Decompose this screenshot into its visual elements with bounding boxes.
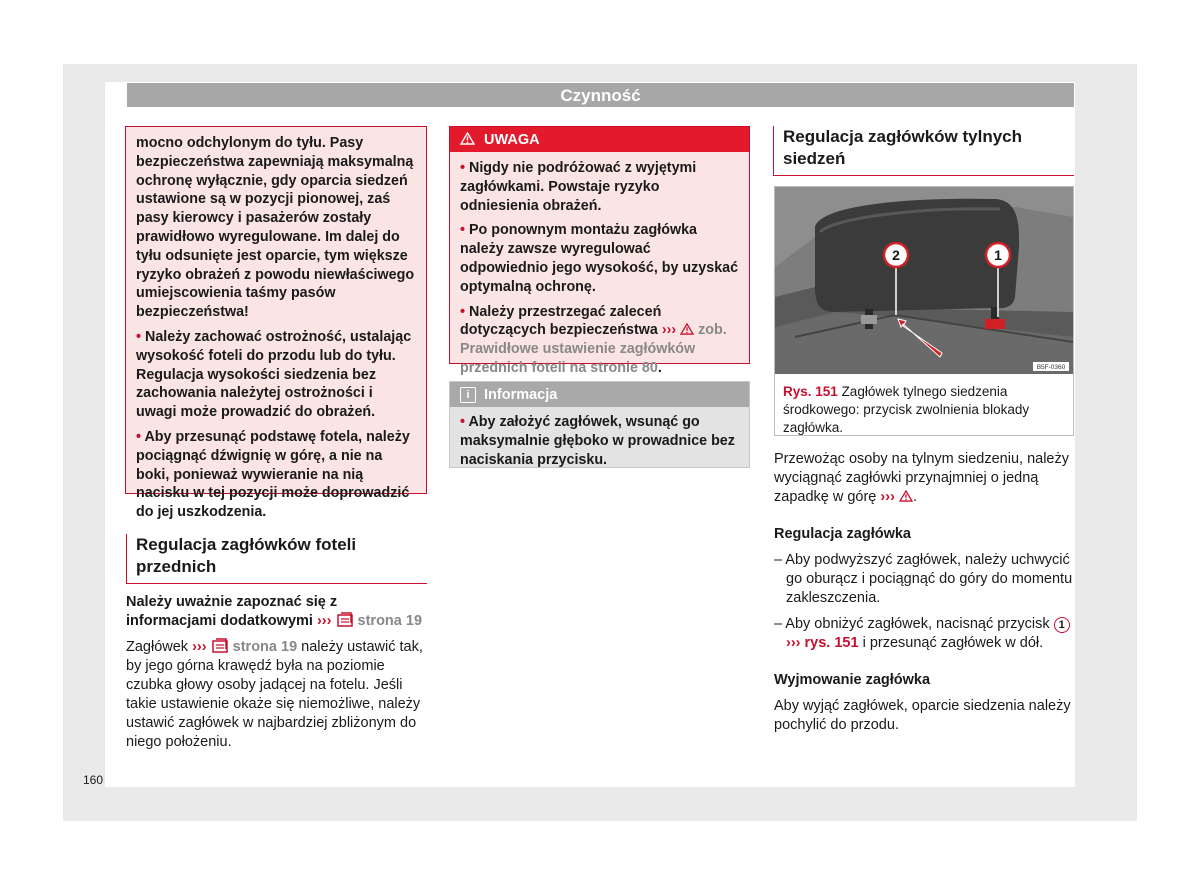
warning-header: UWAGA: [450, 127, 749, 152]
bullet-icon: •: [460, 414, 466, 430]
info-header: i Informacja: [450, 382, 749, 407]
body-paragraph: Zagłówek ››› strona 19 należy ustawić tak, by jego górna krawędź była na poziomie czubka głowy osoby jadącej na fotelu. Jeśli takie ustawienie okaże się niemożliwe, należy ustawić zagłówek w najbardziej zbliżonym do niego położeniu.: [126, 639, 423, 750]
headrest-illustration: [775, 187, 1073, 374]
info-icon: i: [460, 387, 476, 403]
warning-triangle-icon: [899, 490, 913, 502]
page-link[interactable]: zob. Prawidłowe ustawienie zagłówków przednich foteli na stronie 80: [460, 322, 727, 376]
step-raise: – Aby podwyższyć zagłówek, należy uchwycić go oburącz i pociągnąć do góry do momentu zakleszczenia.: [774, 552, 1073, 606]
bullet-icon: •: [136, 328, 142, 345]
bullet-icon: •: [460, 222, 466, 239]
warning-bullet: • Po ponownym montażu zagłówka należy zawsze wyregulować odpowiednio jego wysokość, by uzyskać optymalną ochronę.: [460, 222, 739, 295]
section-title-rear: Regulacja zagłówków tylnych siedzeń: [773, 126, 1074, 176]
warning-box-continued: [125, 126, 427, 521]
info-text: Aby założyć zagłówek, wsunąć go maksymalnie głęboko w prowadnice bez naciskania przycisku.: [460, 414, 735, 468]
page-number: 160: [83, 773, 104, 787]
warning-bullet: • Należy zachować ostrożność, ustalając wysokość foteli do przodu lub do tyłu. Regulacja wysokości siedzenia bez zachowania należytej ostrożności i uwagi może prowadzić do obrażeń.: [136, 328, 412, 421]
removal-paragraph: Aby wyjąć zagłówek, oparcie siedzenia należy pochylić do przodu.: [774, 698, 1071, 733]
bullet-icon: •: [460, 303, 466, 320]
figure-caption: Rys. 151 Zagłówek tylnego siedzenia środkowego: przycisk zwolnienia blokady zagłówka.: [783, 384, 1030, 435]
page-header: Czynność: [127, 83, 1074, 107]
page-link[interactable]: strona 19: [357, 613, 423, 629]
bullet-icon: •: [136, 428, 142, 445]
warning-bullet: • Należy przestrzegać zaleceń dotyczących bezpieczeństwa ››› zob. Prawidłowe ustawienie zagłówków przednich foteli na stronie 80.: [460, 303, 727, 376]
book-icon: [211, 638, 229, 653]
section-title-front: Regulacja zagłówków foteli przednich: [126, 534, 427, 584]
warning-triangle-icon: [460, 132, 475, 145]
bullet-icon: •: [460, 160, 466, 176]
figure-link[interactable]: rys. 151: [804, 635, 859, 651]
intro-paragraph: Przewożąc osoby na tylnym siedzeniu, należy wyciągnąć zagłówki przynajmniej o jedną zapadkę w górę ››› .: [774, 451, 1069, 505]
callout-1: 1: [994, 247, 1002, 263]
read-note: Należy uważnie zapoznać się z informacjami dodatkowymi ››› strona 19: [126, 594, 423, 629]
figure-code: B5F-0360: [1036, 364, 1066, 371]
warning-bullet: • Aby przesunąć podstawę fotela, należy pociągnąć dźwignię w górę, a nie na boki, ponieważ wywieranie na nią nacisku w tej pozycji może doprowadzić do jej uszkodzenia.: [136, 428, 410, 521]
figure-ref: Rys. 151: [783, 384, 838, 399]
callout-ref: 1: [1054, 617, 1070, 633]
front-headrest-text: [126, 593, 428, 759]
info-box: [449, 381, 750, 468]
warning-text: mocno odchylonym do tyłu. Pasy bezpieczeństwa zapewniają maksymalną ochronę wyłącznie, gdy oparcia siedzeń ustawione są w pozycji pionowej, zaś pasy kierowcy i pasażerów zostały prawidłowo wyregulowane. Im dalej do tyłu odsunięte jest oparcie, tym większe ryzyko obrażeń z powodu niewłaściwego umiejscowienia taśmy pasów bezpieczeństwa!: [136, 135, 415, 321]
subheading-adjust: Regulacja zagłówka: [774, 526, 911, 542]
warning-bullet: • Nigdy nie podróżować z wyjętymi zagłówkami. Powstaje ryzyko odniesienia obrażeń.: [460, 160, 697, 214]
book-icon: [336, 612, 354, 627]
rear-headrest-text: [774, 450, 1074, 742]
warning-box: [449, 126, 750, 376]
warning-triangle-icon: [680, 323, 694, 335]
callout-2: 2: [892, 247, 900, 263]
figure-151: [774, 186, 1074, 436]
step-lower: – Aby obniżyć zagłówek, nacisnąć przycisk 1 ››› rys. 151 i przesunąć zagłówek w dół.: [774, 615, 1074, 653]
page-link[interactable]: strona 19: [232, 639, 298, 655]
subheading-remove: Wyjmowanie zagłówka: [774, 672, 931, 688]
